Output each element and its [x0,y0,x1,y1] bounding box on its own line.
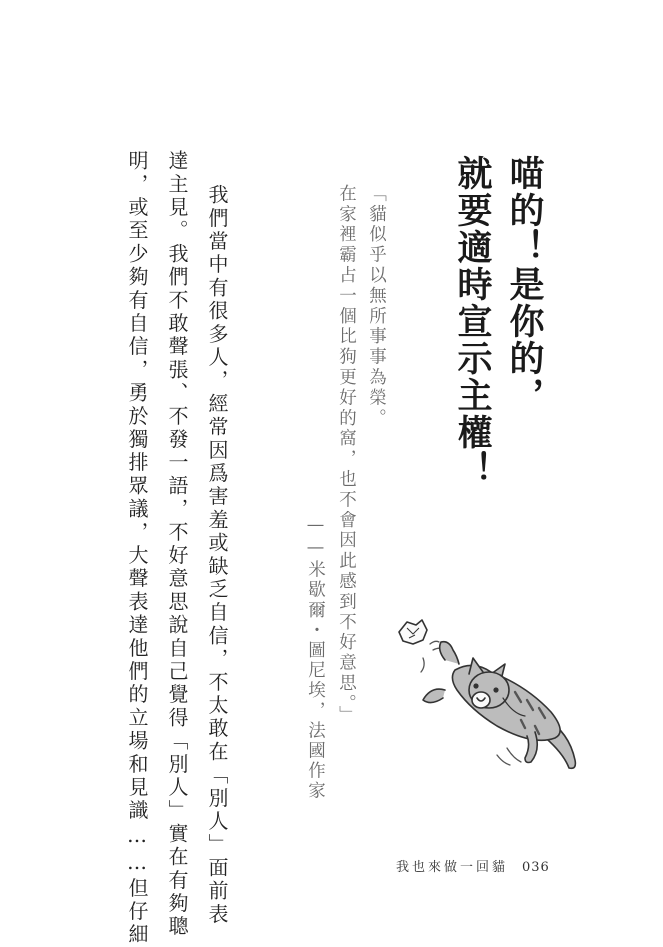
chapter-title-line-1: 喵的！是你的， [504,155,545,414]
cat-figure [423,642,575,769]
body-text-line: 明，或至少夠有自信，勇於獨排眾議，大聲表達他們的立場和見識……但仔細 [125,150,149,947]
cat-illustration [385,610,600,785]
body-text-line: 達主見。我們不敢聲張、不發一語，不好意思說自己覺得「別人」實在有夠聰 [165,150,189,939]
body-text-line: 我們當中有很多人，經常因爲害羞或缺乏自信，不太敢在「別人」面前表 [205,184,229,927]
page-footer [396,856,550,875]
epigraph-line-1: 「貓似乎以無所事事為榮。 [366,184,387,429]
epigraph-attribution: ——米歇爾・圖尼埃，法國作家 [305,515,326,802]
chapter-title-line-2: 就要適時宣示主權！ [452,155,493,488]
running-head-book-title: 我也來做一回貓 [396,860,509,875]
page-number: 036 [522,860,550,875]
paper-ball-icon [399,620,427,644]
epigraph-line-2: 在家裡霸占一個比狗更好的窩，也不會因此感到不好意思。」 [336,184,357,727]
